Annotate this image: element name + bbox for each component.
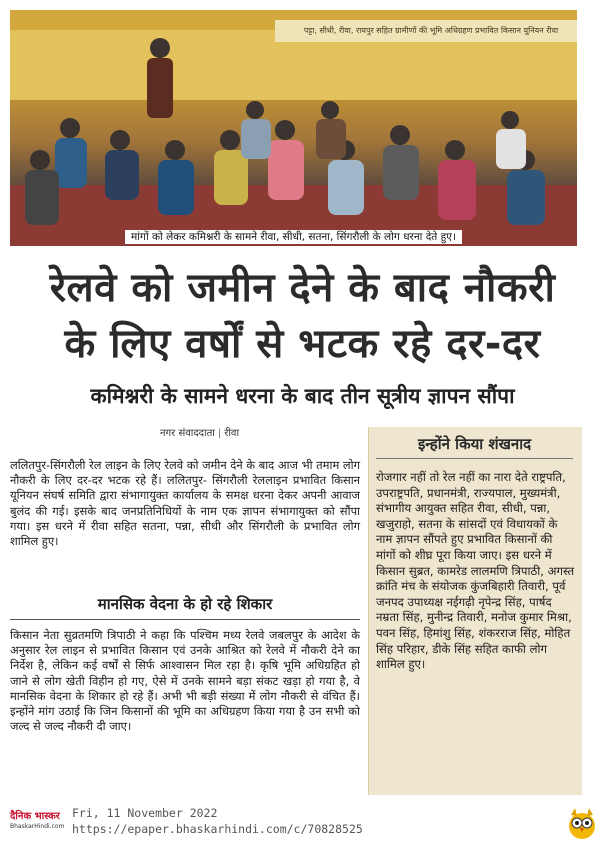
byline-separator: | [217,428,222,439]
sidebar-text: रोजगार नहीं तो रेल नहीं का नारा देते राष्ट्रपति, उपराष्ट्रपति, प्रधानमंत्री, राज्यपाल, मुख्यमंत्री, संभागीय आयुक्त सहित रीवा, सीधी, पन्ना, खजुराहो, सतना के सांसदों एवं विधायकों के नाम ज्ञापन सौंपते हुए प्रभावित किसानों की मांगों को शीघ्र पूरा किया जाए। इस धरने में किसान सुब्रत, कामरेड लालमणि त्रिपाठी, अगस्त क्रांति मंच के संयोजक कुंजबिहारी तिवारी, पूर्व जनपद उपाध्यक्ष नईगढ़ी नृपेन्द्र सिंह, पार्षद नम्रता सिंह, मुनीन्द्र तिवारी, मनोज कुमार मिश्रा, पवन सिंह, हिमांशु सिंह, शंकरराज सिंह, मोहित सिंह परिहार, डीके सिंह सहित काफी लोग शामिल हुए। [376,470,575,672]
publish-date: Fri, 11 November 2022 [72,806,218,820]
sidebar-title: इन्होंने किया शंखनाद [417,435,532,453]
logo-subtext: BhaskarHindi.com [10,823,65,830]
publisher-logo[interactable] [10,811,70,835]
sidebar-divider [376,458,573,459]
news-photo [10,10,577,246]
article-url[interactable]: https://epaper.bhaskarhindi.com/c/70828525 [72,822,363,836]
logo-text: दैनिक भास्कर [10,811,60,822]
section-subhead: मानसिक वेदना के हो रहे शिकार [97,595,273,613]
subheadline: कमिश्नरी के सामने धरना के बाद तीन सूत्रीय ज्ञापन सौंपा [90,384,515,408]
byline [160,425,239,439]
byline-city: रीवा [224,428,240,439]
headline-line-1: रेलवे को जमीन देने के बाद नौकरी [49,265,556,311]
photo-banner: पट्टा, सीधी, रीवा, रायपुर सहित ग्रामीणों की भूमि अधिग्रहण प्रभावित किसान यूनियन रीवा [275,20,577,42]
article-paragraph-2: किसान नेता सुव्रतमणि त्रिपाठी ने कहा कि पश्चिम मध्य रेलवे जबलपुर के आदेश के अनुसार रेल लाइन से प्रभावित किसान एवं उनके आश्रित को रेलवे में नौकरी देने का निर्देश है, लेकिन कई वर्षों से सिर्फ आश्वासन मिल रहा है। कृषि भूमि अधिग्रहित हो जाने से लोग खेती विहीन हो गए, ऐसे में उनके सामने बड़ा संकट खड़ा हो गया है, वे मानसिक वेदना के शिकार हो रहे हैं। अभी भी बड़ी संख्या में लोग नौकरी से वंचित हैं। इन्होंने मांग उठाई कि जिन किसानों की भूमि का अधिग्रहण किया गया है उन सभी को जल्द से जल्द नौकरी दी जाए। [10,628,360,734]
protest-crowd-image [10,10,577,246]
article-paragraph-1: ललितपुर-सिंगरौली रेल लाइन के लिए रेलवे को जमीन देने के बाद आज भी तमाम लोग नौकरी के लिए दर-दर भटक रहे हैं। ललितपुर- सिंगरौली रेललाइन प्रभावित किसान यूनियन संघर्ष समिति द्वारा संभागायुक्त कार्यालय के समक्ष धरना देकर अपनी आवाज बुलंद की गई। इसके बाद जनप्रतिनिधियों के नाम एक ज्ञापन संभागायुक्त को सौंपा गया। इस धरने में रीवा सहित सतना, पन्ना, सीधी और सिंगरौली के प्रभावित लोग शामिल हुए। [10,458,360,549]
byline-reporter: नगर संवाददाता [160,428,215,439]
headline-line-2: के लिए वर्षों से भटक रहे दर-दर [64,321,541,367]
photo-caption-text: मांगों को लेकर कमिश्नरी के सामने रीवा, सीधी, सतना, सिंगरौली के लोग धरना देते हुए। [125,230,462,244]
subhead-divider [10,619,360,620]
owl-icon[interactable] [566,806,598,840]
photo-caption [10,230,577,244]
